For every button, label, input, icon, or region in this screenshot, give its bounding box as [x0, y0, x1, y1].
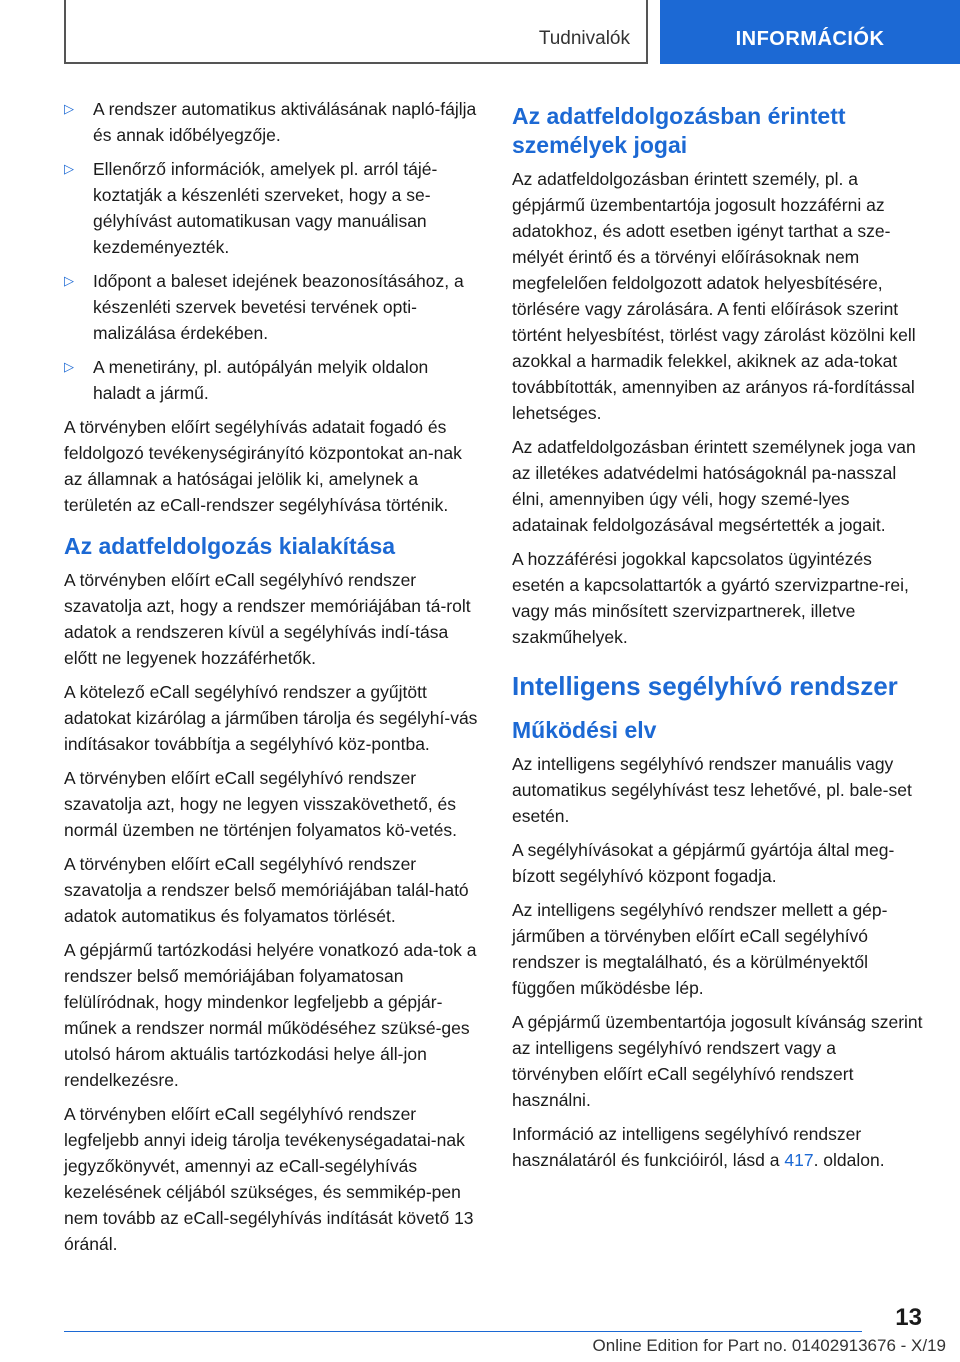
paragraph: A kötelező eCall segélyhívó rendszer a gyűjtött adatokat kizárólag a járműben tárolja és segélyhí-vás indításakor továbbítja a segélyhívó köz-pontba.: [64, 682, 478, 754]
reference-paragraph: [512, 1121, 926, 1173]
reference-suffix: . oldalon.: [813, 1150, 885, 1170]
paragraph: A törvényben előírt eCall segélyhívó rendszer szavatolja azt, hogy ne legyen visszakövethető, és normál üzemben ne történjen folyamatos kö-vetés.: [64, 768, 457, 840]
header-tab-label: INFORMÁCIÓK: [735, 28, 885, 50]
list-item: [64, 96, 478, 148]
paragraph: A gépjármű tartózkodási helyére vonatkozó ada-tok a rendszer belső memóriájában folyamatosan felülíródnak, hogy mindenkor legfeljebb a gépjár-műnek a rendszer normál működéséhez szüksé-ges utolsó három aktuális tartózkodási helye áll-jon rendelkezésre.: [64, 940, 477, 1090]
triangle-bullet-icon: ▷: [64, 161, 74, 176]
paragraph: A törvényben előírt eCall segélyhívó rendszer szavatolja a rendszer belső memóriájában talál-ható adatok automatikus és folyamatos törlését.: [64, 854, 469, 926]
footer-edition: Online Edition for Part no. 01402913676 - X/19: [592, 1336, 946, 1355]
paragraph: A gépjármű üzembentartója jogosult kívánság szerint az intelligens segélyhívó rendszert vagy a törvényben előírt eCall segélyhívó rendszert használni.: [512, 1012, 923, 1110]
left-column: [64, 96, 478, 1265]
page-number: 13: [895, 1304, 922, 1331]
list-item: [64, 268, 478, 346]
section-heading-rights: Az adatfeldolgozásban érintett személyek jogai: [512, 103, 846, 158]
paragraph: A törvényben előírt eCall segélyhívó rendszer szavatolja azt, hogy a rendszer memóriájában tá-rolt adatok a rendszeren kívül a segélyhívás indí-tása előtt ne legyenek hozzáférhetők.: [64, 570, 471, 668]
list-item: [64, 354, 478, 406]
right-column: [512, 96, 926, 1181]
header-tab[interactable]: [660, 0, 960, 64]
subheading-operating-principle: Működési elv: [512, 717, 657, 743]
footer-divider: [64, 1331, 862, 1332]
section-heading-data-processing: Az adatfeldolgozás kialakítása: [64, 533, 396, 559]
list-item-text: Ellenőrző információk, amelyek pl. arról tájé-koztatják a készenléti szerveket, hogy a se-gélyhívást automatikusan vagy manuálisan kezdeményezték.: [93, 159, 438, 257]
section-heading-intelligent-emergency-call: Intelligens segélyhívó rendszer: [512, 671, 898, 701]
intro-paragraph: A törvényben előírt segélyhívás adatait fogadó és feldolgozó tevékenységirányító központokat an-nak az államnak a hatóságai jelölik ki, amelynek a területén az eCall-rendszer segélyhívása történik.: [64, 417, 462, 515]
paragraph: Az intelligens segélyhívó rendszer mellett a gép-járműben a törvényben előírt eCall segélyhívó rendszer is megtalálható, és a körülményektől függően működésbe lép.: [512, 900, 888, 998]
paragraph: A segélyhívásokat a gépjármű gyártója által meg-bízott segélyhívó központ fogadja.: [512, 840, 895, 886]
header-section-title: Tudnivalók: [538, 28, 630, 49]
paragraph: Az adatfeldolgozásban érintett személynek joga van az illetékes adatvédelmi hatóságoknál pa-nasszal élni, amennyiben úgy véli, hogy szemé-lyes adatainak feldolgozásával megsértették a jogait.: [512, 437, 916, 535]
list-item: [64, 156, 478, 260]
triangle-bullet-icon: ▷: [64, 359, 74, 374]
reference-text: Információ az intelligens segélyhívó rendszer használatáról és funkcióiról, lásd a: [512, 1124, 862, 1170]
triangle-bullet-icon: ▷: [64, 273, 74, 288]
paragraph: A törvényben előírt eCall segélyhívó rendszer legfeljebb annyi ideig tárolja tevékenységadatai-nak jegyzőkönyvét, amennyi az eCall-segélyhívás kezelésének céljából szükséges, és semmikép-pen nem tovább az eCall-segélyhívás indítását követő 13 óránál.: [64, 1104, 474, 1254]
paragraph: Az intelligens segélyhívó rendszer manuális vagy automatikus segélyhívást tesz lehetővé, pl. bale-set esetén.: [512, 754, 912, 826]
list-item-text: A rendszer automatikus aktiválásának napló-fájlja és annak időbélyegzője.: [93, 99, 477, 145]
paragraph: A hozzáférési jogokkal kapcsolatos ügyintézés esetén a kapcsolattartók a gyártó szervizpartne-rei, vagy más minősített szervizpartnerek, illetve szakműhelyek.: [512, 549, 909, 647]
paragraph: Az adatfeldolgozásban érintett személy, pl. a gépjármű üzembentartója jogosult hozzáférni az adatokhoz, és adott esetben igényt tarthat a sze-mélyét érintő és a törvényi előírásoknak nem megfelelően feldolgozott adatok helyesbítésére, törlésére vagy zárolására. A fenti előírások szerint történt helyesbítést, törlést vagy zárolást közölni kell azokkal a harmadik felekkel, akiknek az ada-tokat továbbították, amennyiben az arányos rá-fordítással lehetséges.: [512, 169, 916, 423]
triangle-bullet-icon: ▷: [64, 101, 74, 116]
list-item-text: Időpont a baleset idejének beazonosításához, a készenléti szervek bevetési tervének opti-malizálása érdekében.: [93, 271, 464, 343]
page-reference-link[interactable]: 417: [784, 1150, 814, 1170]
list-item-text: A menetirány, pl. autópályán melyik oldalon haladt a jármű.: [93, 357, 429, 403]
